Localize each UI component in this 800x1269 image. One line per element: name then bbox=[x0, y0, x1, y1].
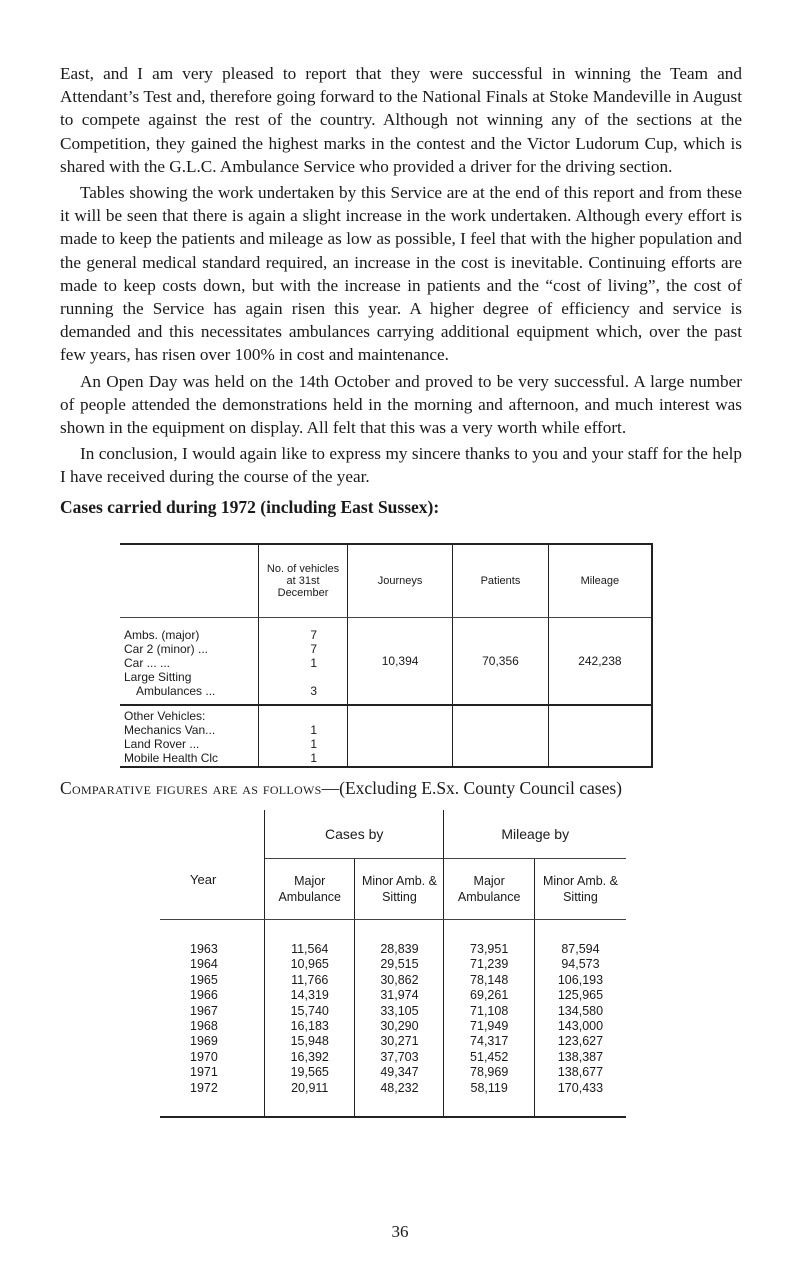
year-header: Year bbox=[160, 810, 265, 920]
major-mileage-cell: 71,239 bbox=[444, 957, 534, 972]
empty-cell bbox=[348, 705, 453, 767]
minor-mileage-cell: 87,594 bbox=[534, 920, 626, 958]
comparative-heading-tail: —(Excluding E.Sx. County Council cases) bbox=[321, 778, 623, 798]
vehicle-count: 7 bbox=[310, 642, 317, 656]
table-row bbox=[160, 920, 626, 958]
year-cell: 1966 bbox=[190, 988, 218, 1003]
cases-table bbox=[120, 543, 653, 768]
mileage-value: 242,238 bbox=[548, 618, 652, 706]
minor-mileage-cell: 106,193 bbox=[534, 973, 626, 988]
minor-mileage-cell: 123,627 bbox=[534, 1034, 626, 1049]
journeys-value: 10,394 bbox=[348, 618, 453, 706]
ambulance-label: Ambulances ... bbox=[136, 684, 216, 698]
header-mileage: Mileage bbox=[548, 544, 652, 618]
table-row bbox=[160, 988, 626, 1003]
minor-mileage-cell: 94,573 bbox=[534, 957, 626, 972]
minor-mileage-cell: 125,965 bbox=[534, 988, 626, 1003]
major-mileage-cell: 71,108 bbox=[444, 1004, 534, 1019]
table-row bbox=[160, 973, 626, 988]
minor-cases-cell: 37,703 bbox=[355, 1050, 444, 1065]
col-major-cases: Major Ambulance bbox=[265, 859, 355, 920]
year-cell: 1967 bbox=[190, 1003, 218, 1018]
cases-heading: Cases carried during 1972 (including East Sussex): bbox=[60, 496, 440, 517]
major-cases-cell: 15,948 bbox=[265, 1034, 355, 1049]
other-vehicles-row bbox=[120, 705, 652, 767]
year-cell: 1965 bbox=[190, 972, 218, 987]
minor-cases-cell: 29,515 bbox=[355, 957, 444, 972]
minor-mileage-cell: 138,677 bbox=[534, 1065, 626, 1080]
table-row bbox=[160, 1034, 626, 1049]
paragraph-3: An Open Day was held on the 14th October and proved to be very successful. A large number of people attended the demonstrations held in the morning and afternoon, and much interest was shown in the equipment on display. All felt that this was a very worth while effort. bbox=[60, 371, 742, 438]
header-vehicles: No. of vehicles at 31st December bbox=[259, 544, 348, 618]
major-cases-cell: 11,766 bbox=[265, 973, 355, 988]
comparative-table-body bbox=[160, 920, 626, 1118]
minor-cases-cell: 30,862 bbox=[355, 973, 444, 988]
minor-cases-cell: 48,232 bbox=[355, 1081, 444, 1117]
col-major-mileage: Major Ambulance bbox=[444, 859, 534, 920]
minor-cases-cell: 31,974 bbox=[355, 988, 444, 1003]
empty-cell bbox=[548, 705, 652, 767]
year-cell: 1968 bbox=[190, 1019, 218, 1034]
comparative-table bbox=[160, 810, 626, 1118]
empty-cell bbox=[453, 705, 549, 767]
minor-mileage-cell: 134,580 bbox=[534, 1004, 626, 1019]
patients-value: 70,356 bbox=[453, 618, 549, 706]
year-cell: 1972 bbox=[190, 1080, 218, 1095]
other-label: Mobile Health Clc bbox=[124, 751, 219, 765]
paragraph-2: Tables showing the work undertaken by this Service are at the end of this report and from these it will be seen that there is again a slight increase in the work undertaken. Although every effort is made to keep the patients and mileage as low as possible, I feel that with the higher population and the general medical standard required, an increase in the cost is inevitable. Continuing efforts are made to keep costs down, but with the increase in patients and the “cost of living”, the cost of running the Service has again risen this year. A higher degree of efficiency and service is demanded and this necessitates ambulances carrying additional equipment which, over the past few years, has risen over 100% in cost and maintenance. bbox=[60, 183, 742, 365]
comparative-heading-lead: Comparative figures are as follows bbox=[60, 778, 322, 798]
major-cases-cell: 10,965 bbox=[265, 957, 355, 972]
header-patients: Patients bbox=[453, 544, 549, 618]
other-label: Mechanics Van... bbox=[124, 723, 216, 737]
vehicle-count: 1 bbox=[310, 737, 317, 751]
major-mileage-cell: 78,148 bbox=[444, 973, 534, 988]
major-cases-cell: 14,319 bbox=[265, 988, 355, 1003]
cases-header-blank bbox=[120, 544, 259, 618]
minor-mileage-cell: 138,387 bbox=[534, 1050, 626, 1065]
major-mileage-cell: 73,951 bbox=[444, 920, 534, 958]
cases-group-header: Cases by bbox=[265, 810, 444, 859]
minor-cases-cell: 28,839 bbox=[355, 920, 444, 958]
year-cell: 1971 bbox=[190, 1065, 218, 1080]
minor-cases-cell: 33,105 bbox=[355, 1004, 444, 1019]
other-counts bbox=[259, 705, 348, 767]
ambulance-labels bbox=[120, 618, 259, 706]
minor-cases-cell: 49,347 bbox=[355, 1065, 444, 1080]
other-label: Land Rover ... bbox=[124, 737, 200, 751]
ambulance-label: Ambs. (major) bbox=[124, 628, 200, 642]
major-cases-cell: 16,183 bbox=[265, 1019, 355, 1034]
major-cases-cell: 11,564 bbox=[265, 920, 355, 958]
ambulance-label: Car ... ... bbox=[124, 656, 171, 670]
minor-cases-cell: 30,290 bbox=[355, 1019, 444, 1034]
header-journeys: Journeys bbox=[348, 544, 453, 618]
vehicle-count bbox=[263, 670, 317, 684]
report-text bbox=[60, 62, 742, 519]
vehicle-count: 1 bbox=[310, 656, 317, 670]
major-mileage-cell: 69,261 bbox=[444, 988, 534, 1003]
vehicle-count: 7 bbox=[310, 628, 317, 642]
ambulance-row bbox=[120, 618, 652, 706]
major-cases-cell: 16,392 bbox=[265, 1050, 355, 1065]
vehicle-count: 1 bbox=[310, 723, 317, 737]
col-minor-mileage: Minor Amb. & Sitting bbox=[534, 859, 626, 920]
minor-mileage-cell: 170,433 bbox=[534, 1081, 626, 1117]
minor-mileage-cell: 143,000 bbox=[534, 1019, 626, 1034]
mileage-group-header: Mileage by bbox=[444, 810, 626, 859]
major-mileage-cell: 71,949 bbox=[444, 1019, 534, 1034]
ambulance-label: Car 2 (minor) ... bbox=[124, 642, 209, 656]
major-cases-cell: 19,565 bbox=[265, 1065, 355, 1080]
other-labels bbox=[120, 705, 259, 767]
vehicle-count: 3 bbox=[310, 684, 317, 698]
major-mileage-cell: 74,317 bbox=[444, 1034, 534, 1049]
table-row bbox=[160, 957, 626, 972]
comparative-heading bbox=[60, 776, 622, 800]
paragraph-1: East, and I am very pleased to report that they were successful in winning the Team and Attendant’s Test and, therefore going forward to the National Finals at Stoke Mandeville in August to compete against the rest of the country. Although not winning any of the sections at the Competition, they gained the highest marks in the contest and the Victor Ludorum Cup, which is shared with the G.L.C. Ambulance Service who provided a driver for the driving section. bbox=[60, 64, 742, 176]
year-cell: 1970 bbox=[190, 1049, 218, 1064]
major-cases-cell: 20,911 bbox=[265, 1081, 355, 1117]
major-mileage-cell: 78,969 bbox=[444, 1065, 534, 1080]
table-row bbox=[160, 1050, 626, 1065]
ambulance-label: Large Sitting bbox=[124, 670, 192, 684]
major-mileage-cell: 58,119 bbox=[444, 1081, 534, 1117]
table-row bbox=[160, 1081, 626, 1117]
year-cell: 1963 bbox=[190, 942, 218, 956]
vehicle-count: 1 bbox=[310, 751, 317, 765]
year-cell: 1969 bbox=[190, 1034, 218, 1049]
major-cases-cell: 15,740 bbox=[265, 1004, 355, 1019]
minor-cases-cell: 30,271 bbox=[355, 1034, 444, 1049]
ambulance-counts bbox=[259, 618, 348, 706]
page-number: 36 bbox=[391, 1222, 409, 1241]
other-vehicles-label: Other Vehicles: bbox=[124, 709, 206, 723]
table-row bbox=[160, 1019, 626, 1034]
col-minor-cases: Minor Amb. & Sitting bbox=[355, 859, 444, 920]
year-cell: 1964 bbox=[190, 957, 218, 972]
table-row bbox=[160, 1065, 626, 1080]
table-row bbox=[160, 1004, 626, 1019]
paragraph-4: In conclusion, I would again like to express my sincere thanks to you and your staff for the help I have received during the course of the year. bbox=[60, 444, 742, 487]
major-mileage-cell: 51,452 bbox=[444, 1050, 534, 1065]
